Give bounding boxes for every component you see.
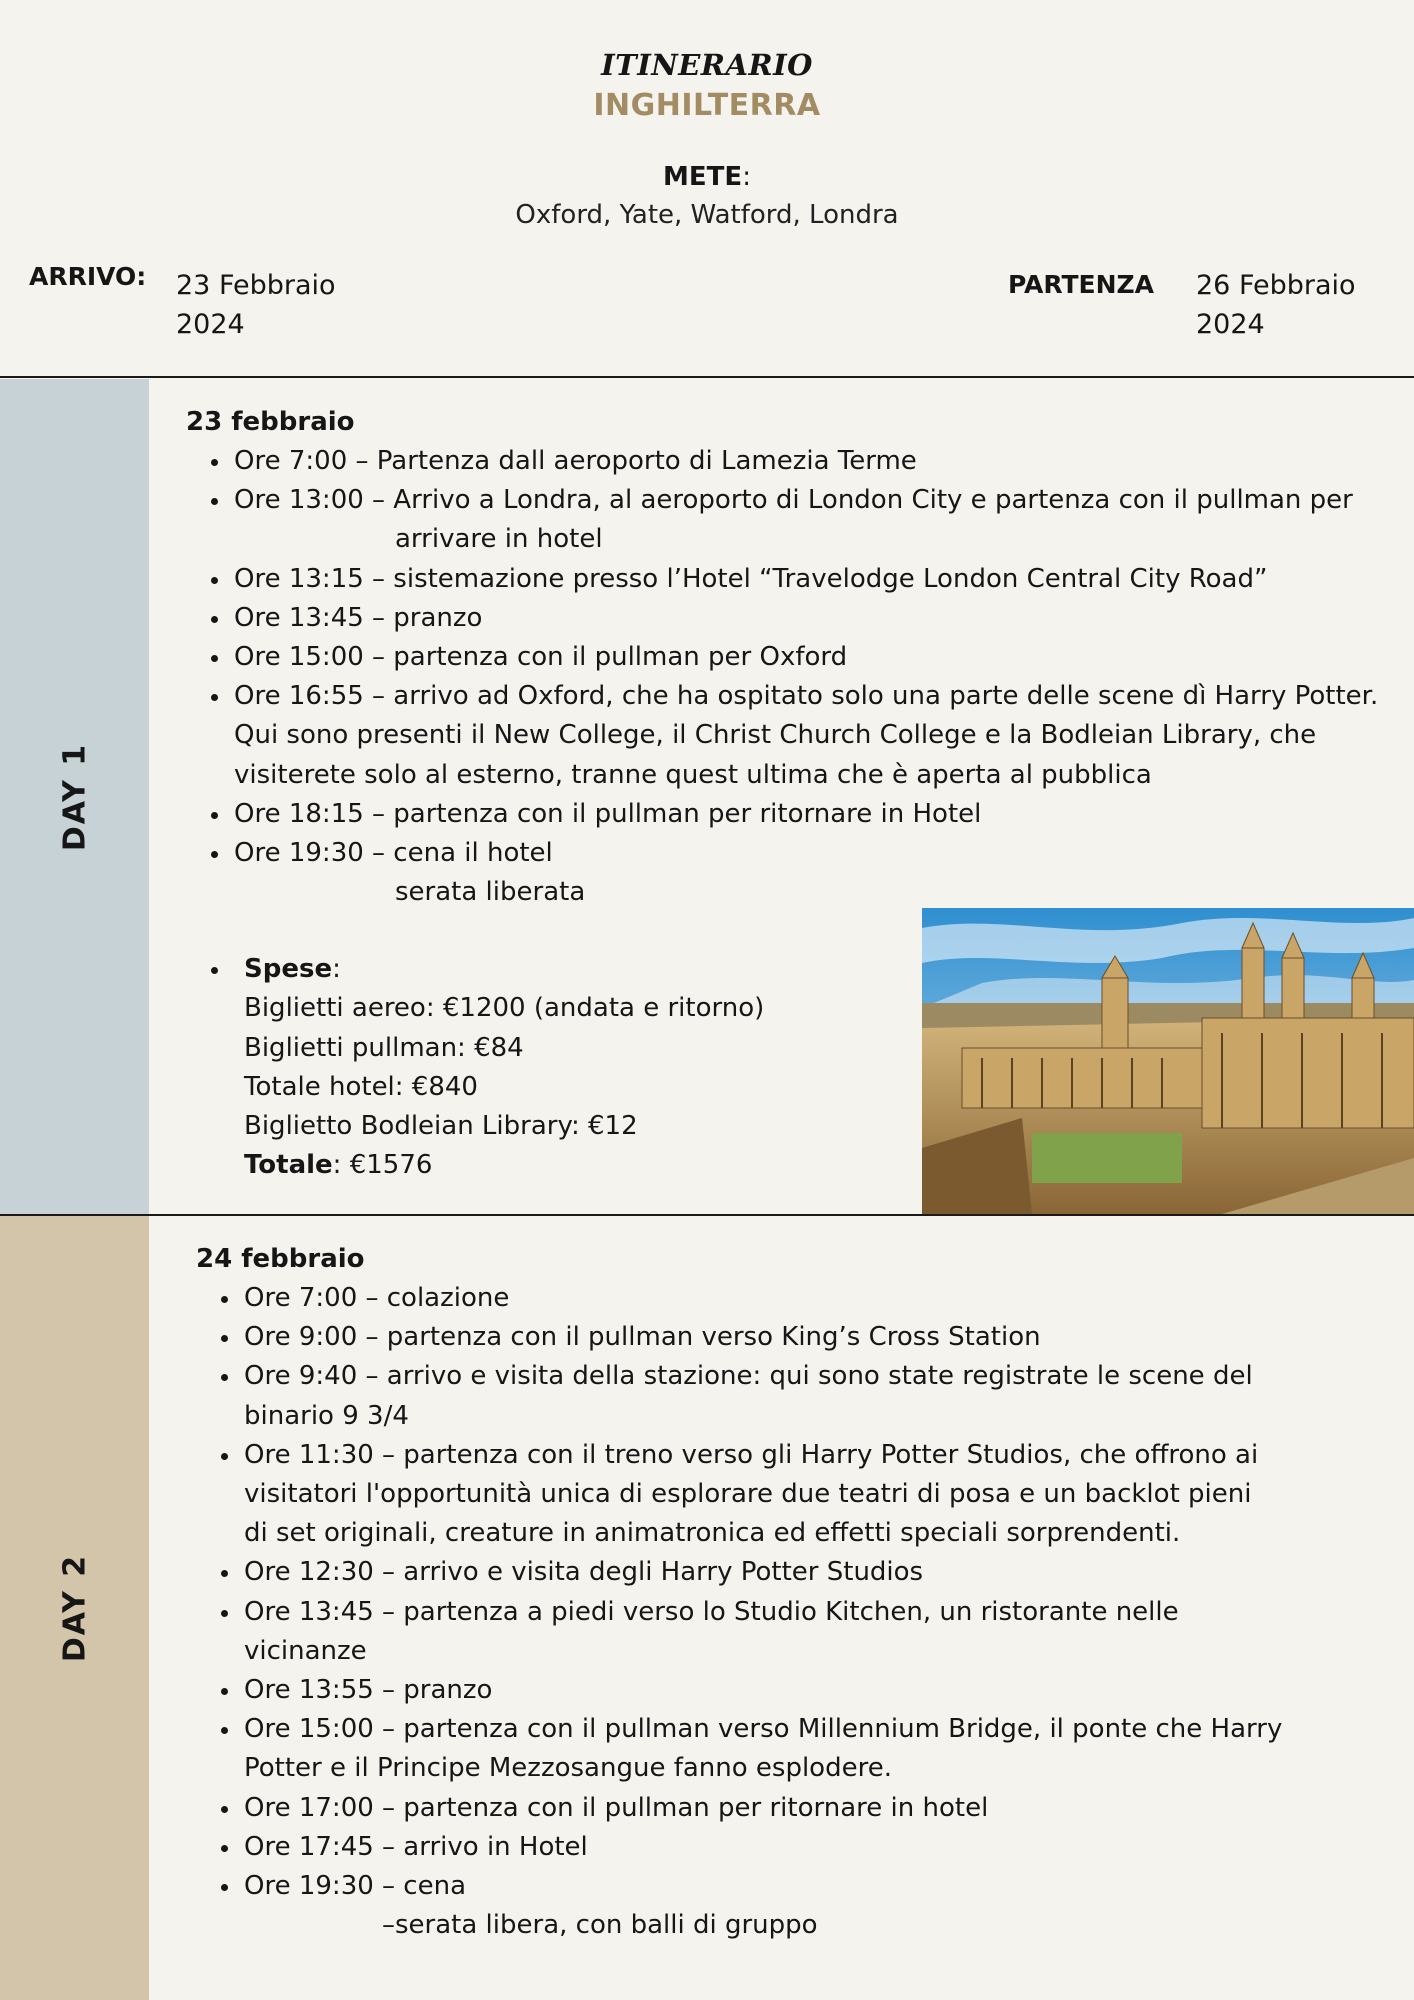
- expense-line: Biglietti aereo: €1200 (andata e ritorno): [244, 993, 765, 1024]
- schedule-item-text: Ore 12:30 – arrivo e visita degli Harry Potter Studios: [244, 1557, 924, 1588]
- schedule-item: [196, 1789, 1414, 1828]
- itinerary-title: ITINERARIO: [601, 48, 813, 82]
- schedule-item-continuation: –serata libera, con balli di gruppo: [382, 1910, 818, 1941]
- day-divider: [0, 1214, 1414, 1216]
- schedule-item-text: Ore 7:00 – colazione: [244, 1283, 510, 1313]
- day2-sidebar-label: DAY 2: [57, 1553, 92, 1663]
- expense-line: Totale hotel: €840: [244, 1071, 478, 1102]
- schedule-item: [196, 1318, 1414, 1357]
- schedule-item: [196, 1710, 1414, 1788]
- expenses-total-value: : €1576: [332, 1150, 433, 1181]
- schedule-item-text: Ore 13:55 – pranzo: [244, 1675, 493, 1706]
- oxford-skyline-illustration: [922, 908, 1414, 1214]
- expense-line: Biglietti pullman: €84: [244, 1032, 524, 1063]
- schedule-item-continuation: visitatori l'opportunità unica di esplorare due teatri di posa e un backlot pieni: [244, 1479, 1252, 1510]
- day2-sidebar: [0, 1216, 149, 2000]
- schedule-item-continuation: serata liberata: [395, 877, 586, 908]
- schedule-item-continuation: arrivare in hotel: [395, 524, 603, 555]
- schedule-item-continuation: di set originali, creature in animatronica ed effetti speciali sorprendenti.: [244, 1518, 1181, 1549]
- schedule-item: [186, 599, 1412, 638]
- day2-schedule-list: [196, 1279, 1414, 1945]
- schedule-item: [196, 1671, 1414, 1710]
- arrival-label: ARRIVO:: [29, 262, 147, 291]
- day1-sidebar-label: DAY 1: [57, 742, 92, 852]
- schedule-item: [186, 638, 1412, 677]
- schedule-item: [196, 1279, 1414, 1318]
- schedule-item-text: Ore 13:15 – sistemazione presso l’Hotel “Travelodge London Central City Road”: [234, 563, 1268, 594]
- schedule-item-continuation: vicinanze: [244, 1635, 367, 1666]
- day1-sidebar: [0, 379, 149, 1215]
- departure-label: PARTENZA: [1008, 270, 1155, 299]
- destinations-value: Oxford, Yate, Watford, Londra: [515, 200, 899, 230]
- schedule-item-continuation: Qui sono presenti il New College, il Christ Church College e la Bodleian Library, che: [234, 720, 1317, 751]
- expenses-total: [244, 1146, 764, 1185]
- day1-expenses: [205, 950, 764, 1186]
- day1-date: 23 febbraio: [186, 407, 355, 437]
- schedule-item: [186, 677, 1412, 795]
- departure-date-line1: 26 Febbraio: [1196, 270, 1356, 301]
- destinations-label-colon: :: [742, 162, 751, 192]
- schedule-item-text: Ore 13:45 – partenza a piedi verso lo Studio Kitchen, un ristorante nelle: [244, 1596, 1179, 1627]
- arrival-date: [176, 266, 336, 344]
- day1-section: [186, 403, 1412, 912]
- day1-schedule-list: [186, 442, 1412, 912]
- schedule-item: [186, 795, 1412, 834]
- destinations-label: [0, 162, 1414, 192]
- schedule-item-text: Ore 9:40 – arrivo e visita della stazione: qui sono state registrate le scene del: [244, 1361, 1253, 1392]
- schedule-item-text: Ore 13:45 – pranzo: [234, 602, 483, 633]
- schedule-item: [186, 560, 1412, 599]
- schedule-item: [186, 481, 1412, 559]
- schedule-item-continuation: Potter e il Principe Mezzosangue fanno esplodere.: [244, 1753, 892, 1784]
- schedule-item-text: Ore 16:55 – arrivo ad Oxford, che ha ospitato solo una parte delle scene dì Harry Potter.: [234, 681, 1379, 712]
- schedule-item: [196, 1357, 1414, 1435]
- header: [0, 0, 1414, 377]
- departure-date-line2: 2024: [1196, 309, 1265, 340]
- expenses-colon: :: [332, 954, 341, 984]
- schedule-item-text: Ore 11:30 – partenza con il treno verso gli Harry Potter Studios, che offrono ai: [244, 1439, 1259, 1470]
- expenses-heading: [244, 950, 764, 989]
- schedule-item-text: Ore 15:00 – partenza con il pullman verso Millennium Bridge, il ponte che Harry: [244, 1714, 1283, 1745]
- schedule-item-text: Ore 19:30 – cena: [244, 1871, 467, 1902]
- schedule-item: [196, 1593, 1414, 1671]
- schedule-item-text: Ore 13:00 – Arrivo a Londra, al aeroporto di London City e partenza con il pullman per: [234, 485, 1353, 516]
- schedule-item: [196, 1553, 1414, 1592]
- expenses-total-label: Totale: [244, 1150, 333, 1181]
- schedule-item-text: Ore 17:00 – partenza con il pullman per ritornare in hotel: [244, 1792, 989, 1823]
- header-divider: [0, 376, 1414, 378]
- arrival-date-line2: 2024: [176, 309, 245, 340]
- schedule-item-text: Ore 7:00 – Partenza dall aeroporto di Lamezia Terme: [234, 446, 917, 476]
- schedule-item: [186, 442, 1412, 481]
- schedule-item: [196, 1867, 1414, 1945]
- schedule-item-text: Ore 19:30 – cena il hotel: [234, 838, 553, 869]
- country-subtitle: INGHILTERRA: [593, 88, 821, 123]
- expenses-label: Spese: [244, 954, 333, 984]
- schedule-item: [196, 1828, 1414, 1867]
- destinations-label-text: METE: [663, 162, 743, 192]
- schedule-item-text: Ore 15:00 – partenza con il pullman per Oxford: [234, 642, 848, 673]
- schedule-item-continuation: visiterete solo al esterno, tranne quest ultima che è aperta al pubblica: [234, 759, 1152, 790]
- departure-date: [1196, 266, 1356, 344]
- day2-section: [196, 1240, 1414, 1945]
- schedule-item-text: Ore 9:00 – partenza con il pullman verso King’s Cross Station: [244, 1322, 1041, 1353]
- schedule-item: [196, 1436, 1414, 1554]
- expenses-bullet: [211, 967, 218, 974]
- schedule-item-text: Ore 17:45 – arrivo in Hotel: [244, 1831, 588, 1862]
- schedule-item-continuation: binario 9 3/4: [244, 1400, 409, 1431]
- schedule-item-text: Ore 18:15 – partenza con il pullman per ritornare in Hotel: [234, 798, 982, 829]
- expense-line: Biglietto Bodleian Library: €12: [244, 1111, 638, 1142]
- schedule-item: [186, 834, 1412, 912]
- oxford-college-photo: [922, 908, 1414, 1214]
- arrival-date-line1: 23 Febbraio: [176, 270, 336, 301]
- day2-date: 24 febbraio: [196, 1244, 365, 1274]
